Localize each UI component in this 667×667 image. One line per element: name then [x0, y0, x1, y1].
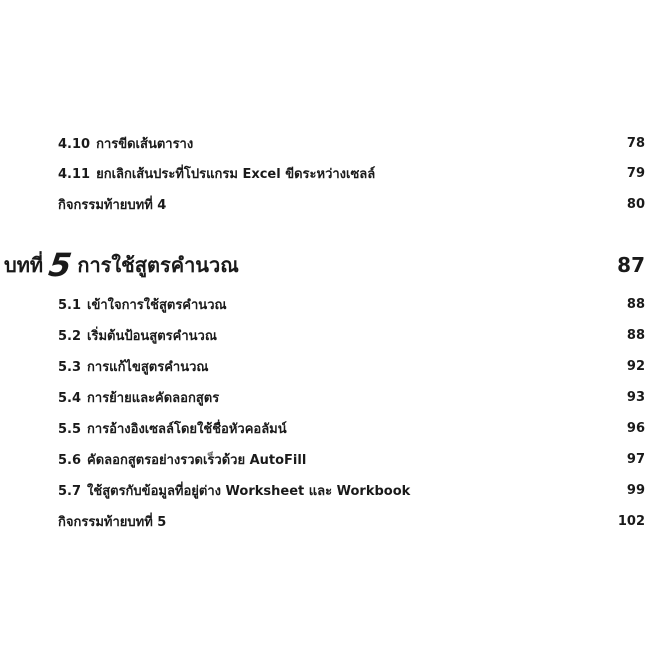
entry-page: 93: [626, 389, 645, 405]
entry-number: 5.7: [58, 483, 82, 499]
entry-title: ยกเลิกเส้นประที่โปรแกรม Excel ขีดระหว่างเซลล์: [96, 166, 376, 182]
entry-page: 102: [617, 513, 645, 529]
entry-title: คัดลอกสูตรอย่างรวดเร็วด้วย AutoFill: [87, 452, 307, 468]
entry-number: 5.1: [58, 297, 82, 313]
chapter-heading: [4, 248, 645, 282]
toc-entry-activity-5: [58, 511, 645, 531]
entry-number: 5.5: [58, 421, 82, 437]
entry-page: 99: [626, 482, 645, 498]
entry-number: 5.6: [58, 452, 82, 468]
entry-page: 78: [626, 135, 645, 151]
entry-number: 5.3: [58, 359, 82, 375]
chapter-label: บทที่: [4, 253, 44, 277]
entry-page: 79: [626, 165, 645, 181]
entry-number: 4.11: [58, 166, 91, 182]
entry-number: 4.10: [58, 136, 91, 152]
entry-page: 80: [626, 196, 645, 212]
entry-title: ใช้สูตรกับข้อมูลที่อยู่ต่าง Worksheet และ Workbook: [87, 483, 411, 499]
entry-page: 88: [626, 327, 645, 343]
entry-number: 5.2: [58, 328, 82, 344]
toc-entry-4-10: [58, 133, 645, 153]
chapter-number: 5: [46, 246, 74, 284]
entry-page: 92: [626, 358, 645, 374]
toc-entry-5-6: [58, 449, 645, 469]
toc-entry-5-2: [58, 325, 645, 345]
entry-page: 88: [626, 296, 645, 312]
toc-entry-5-3: [58, 356, 645, 376]
entry-page: 97: [626, 451, 645, 467]
toc-entry-5-4: [58, 387, 645, 407]
toc-entry-4-11: [58, 163, 645, 183]
entry-number: 5.4: [58, 390, 82, 406]
chapter-page: 87: [617, 253, 645, 277]
entry-title: การขีดเส้นตาราง: [96, 136, 194, 152]
toc-entry-5-5: [58, 418, 645, 438]
entry-title: การอ้างอิงเซลล์โดยใช้ชื่อหัวคอลัมน์: [87, 421, 287, 437]
toc-entry-activity-4: [58, 194, 645, 214]
entry-title: กิจกรรมท้ายบทที่ 4: [58, 197, 167, 213]
toc-entry-5-1: [58, 294, 645, 314]
chapter-title: การใช้สูตรคำนวณ: [77, 253, 239, 277]
entry-title: เริ่มต้นป้อนสูตรคำนวณ: [87, 328, 217, 344]
toc-entry-5-7: [58, 480, 645, 500]
entry-title: การย้ายและคัดลอกสูตร: [87, 390, 220, 406]
entry-title: กิจกรรมท้ายบทที่ 5: [58, 514, 167, 530]
entry-page: 96: [626, 420, 645, 436]
entry-title: เข้าใจการใช้สูตรคำนวณ: [87, 297, 227, 313]
entry-title: การแก้ไขสูตรคำนวณ: [87, 359, 209, 375]
